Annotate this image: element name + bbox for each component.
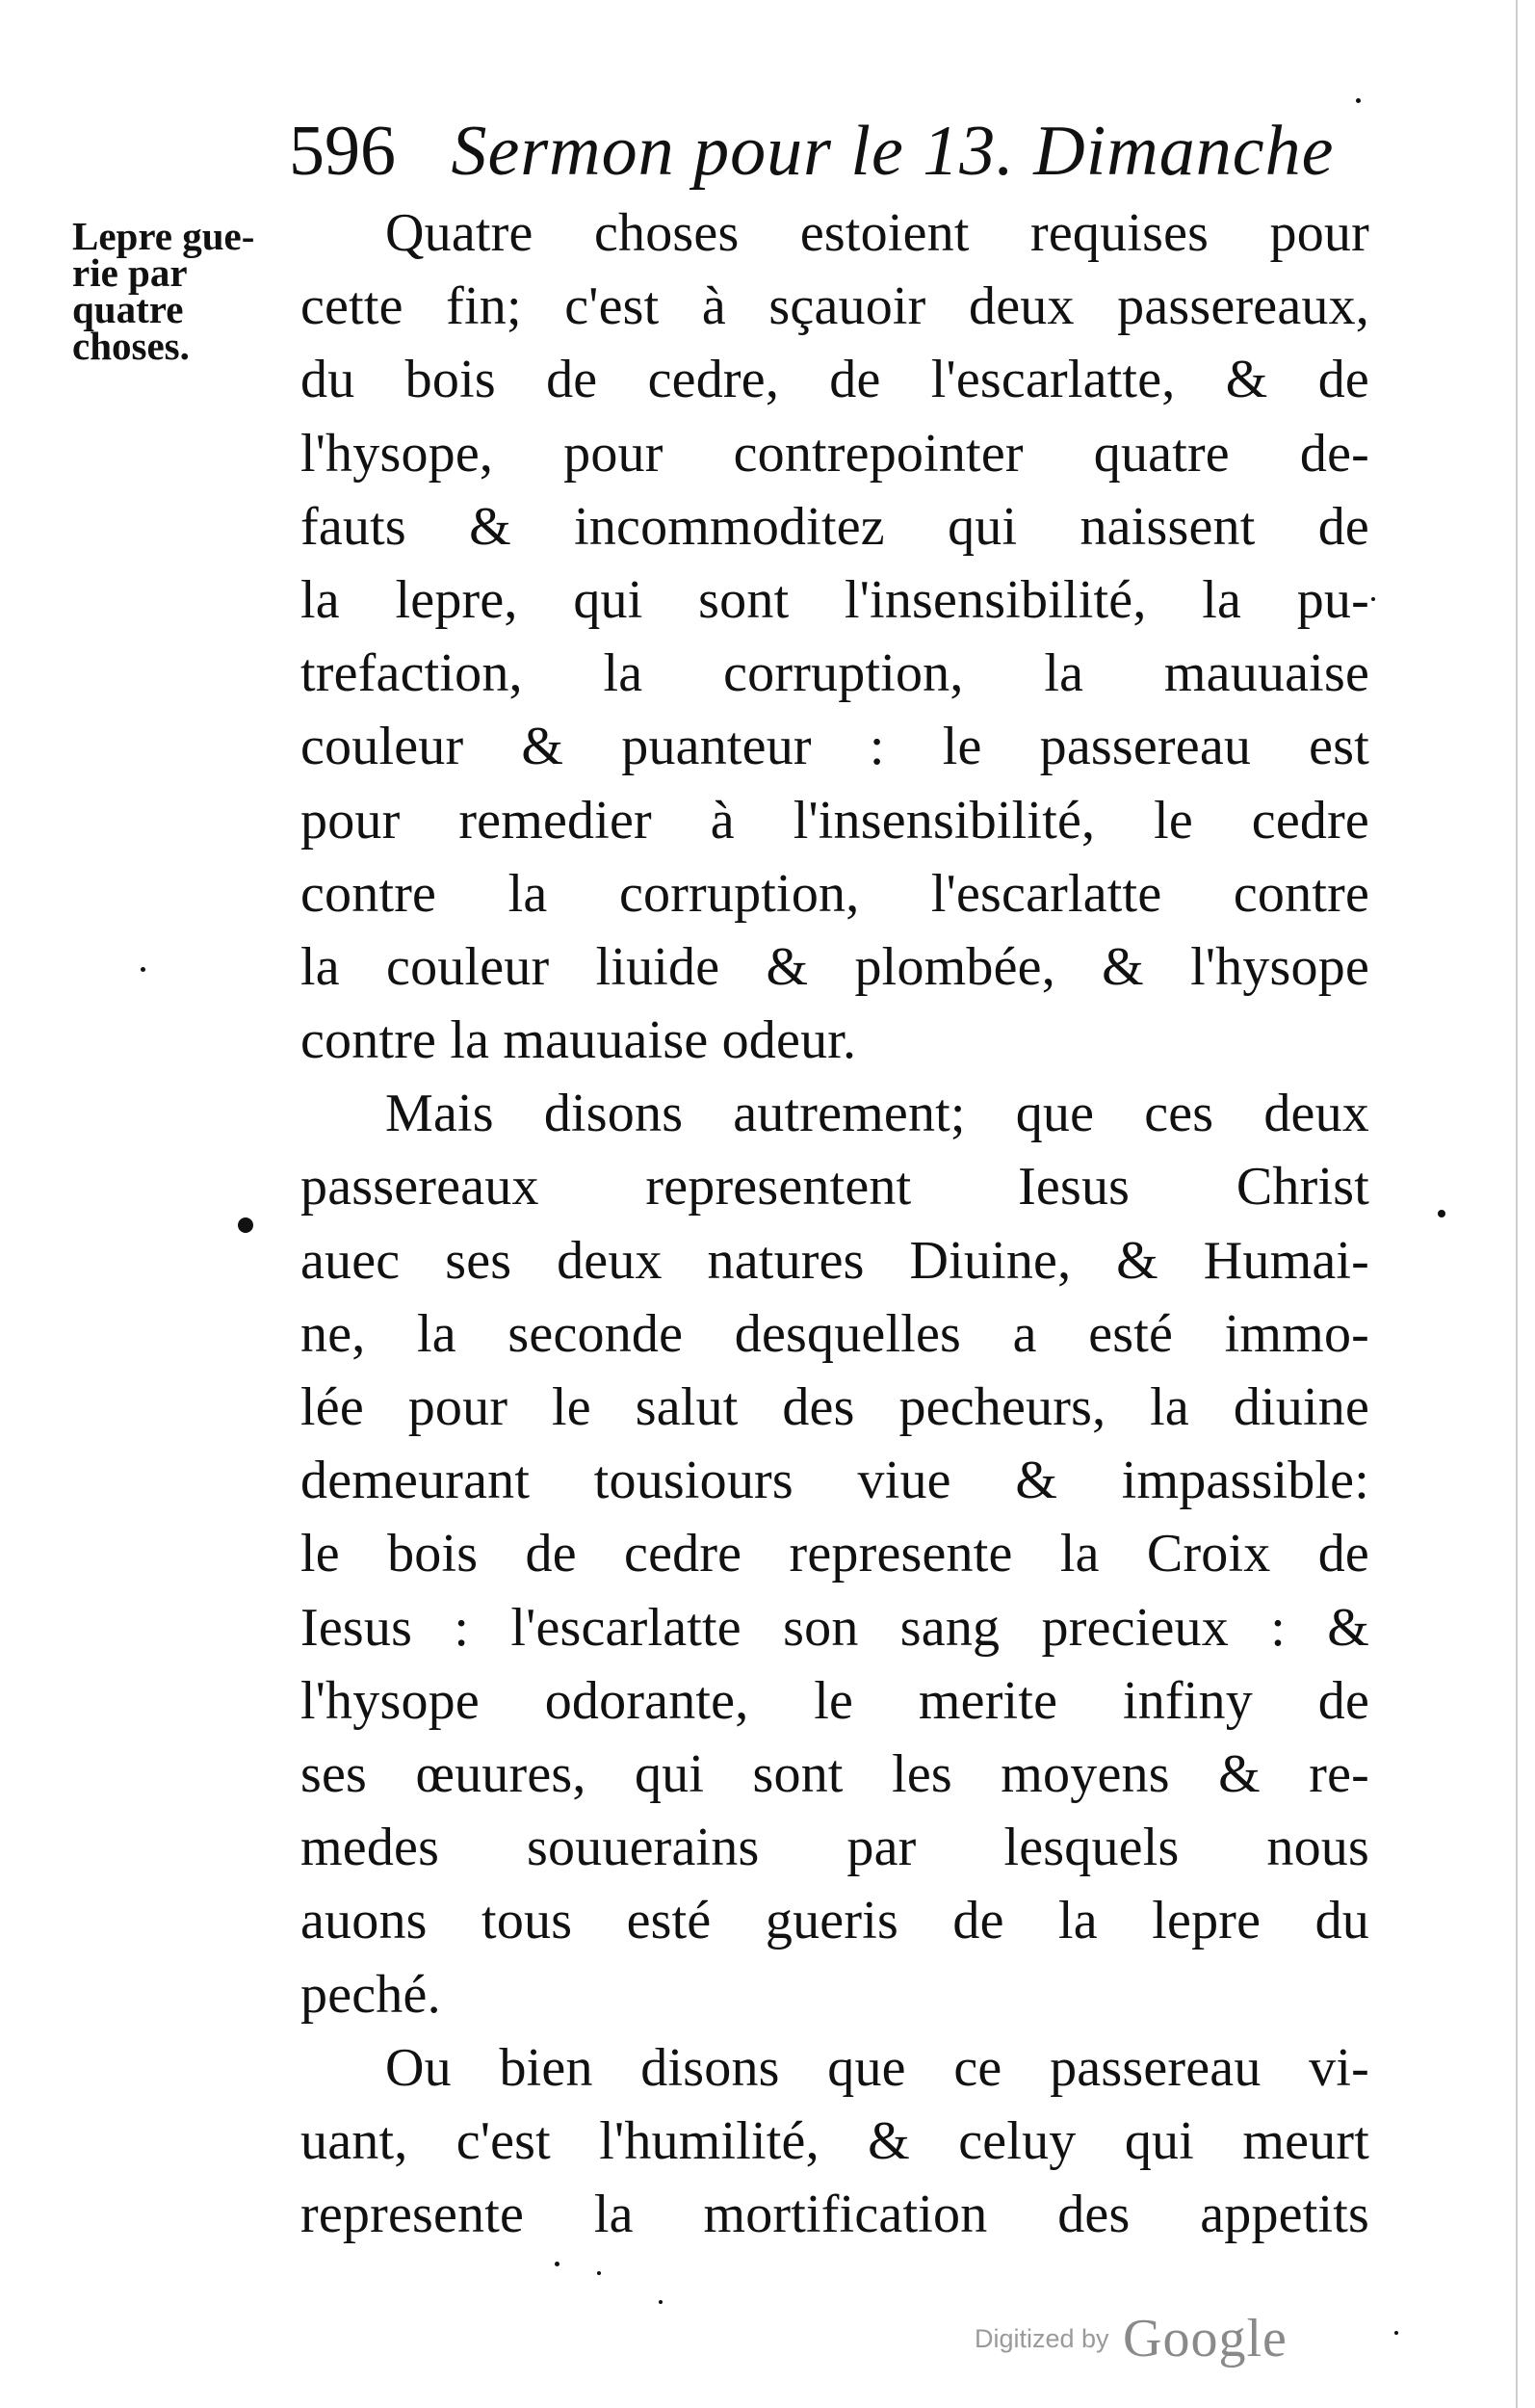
ink-speck: [1371, 597, 1375, 601]
text-line: uant, c'est l'humilité, & celuy qui meurt: [300, 2110, 1369, 2171]
body-text: [300, 196, 1369, 2251]
ink-speck: [597, 2271, 601, 2275]
text-line: ne, la seconde desquelles a esté immo-: [300, 1303, 1369, 1364]
margin-note-line: choses.: [72, 324, 190, 368]
ink-speck: [238, 1217, 253, 1233]
text-line: lée pour le salut des pecheurs, la diuine: [300, 1377, 1369, 1437]
margin-note-line: Lepre gue-: [72, 214, 255, 258]
text-line: Quatre choses estoient requises pour: [385, 203, 1369, 263]
text-line: le bois de cedre represente la Croix de: [300, 1524, 1369, 1584]
text-line: passereaux representent Iesus Christ: [300, 1157, 1369, 1217]
page-header: [289, 108, 1335, 195]
ink-speck: [1438, 1210, 1445, 1217]
ink-speck: [555, 2262, 559, 2266]
text-line: contre la corruption, l'escarlatte contre: [300, 863, 1369, 924]
text-line: la couleur liuide & plombée, & l'hysope: [300, 936, 1369, 997]
text-line: cette fin; c'est à sçauoir deux passereaux,: [300, 276, 1369, 337]
text-line: la lepre, qui sont l'insensibilité, la pu-: [300, 569, 1369, 630]
page-number: 596: [289, 112, 396, 191]
text-line: contre la mauuaise odeur.: [300, 1010, 857, 1071]
page-edge-line: [1516, 0, 1518, 2408]
text-line: auec ses deux natures Diuine, & Humai-: [300, 1230, 1369, 1291]
text-line: Iesus : l'escarlatte son sang precieux : &: [300, 1597, 1369, 1658]
text-line: represente la mortification des appetits: [300, 2185, 1369, 2245]
text-line: pour remedier à l'insensibilité, le cedre: [300, 790, 1369, 851]
text-line: l'hysope odorante, le merite infiny de: [300, 1670, 1369, 1731]
text-line: auons tous esté gueris de la lepre du: [300, 1891, 1369, 1951]
text-line: demeurant tousiours viue & impassible:: [300, 1451, 1369, 1511]
ink-speck: [1356, 98, 1361, 103]
ink-speck: [141, 967, 145, 972]
google-wordmark: Google: [1123, 2309, 1288, 2369]
text-line: fauts & incommoditez qui naissent de: [300, 496, 1369, 557]
text-line: l'hysope, pour contrepointer quatre de-: [300, 423, 1369, 484]
running-title: Sermon pour le 13. Dimanche: [451, 112, 1335, 191]
digitized-watermark: [975, 2308, 1312, 2375]
margin-note: [72, 214, 274, 368]
text-line: peché.: [300, 1964, 441, 2025]
ink-speck: [1394, 2331, 1398, 2335]
text-line: trefaction, la corruption, la mauuaise: [300, 643, 1369, 704]
margin-note-line: quatre: [72, 287, 184, 331]
digitized-label: Digitized by: [975, 2323, 1109, 2353]
text-line: Ou bien disons que ce passereau vi-: [385, 2037, 1369, 2098]
text-line: couleur & puanteur : le passereau est: [300, 717, 1369, 777]
text-line: ses œuures, qui sont les moyens & re-: [300, 1743, 1369, 1804]
text-line: Mais disons autrement; que ces deux: [385, 1084, 1369, 1144]
ink-speck: [659, 2300, 663, 2304]
text-line: du bois de cedre, de l'escarlatte, & de: [300, 350, 1369, 410]
text-line: medes souuerains par lesquels nous: [300, 1818, 1369, 1878]
margin-note-line: rie par: [72, 250, 188, 295]
